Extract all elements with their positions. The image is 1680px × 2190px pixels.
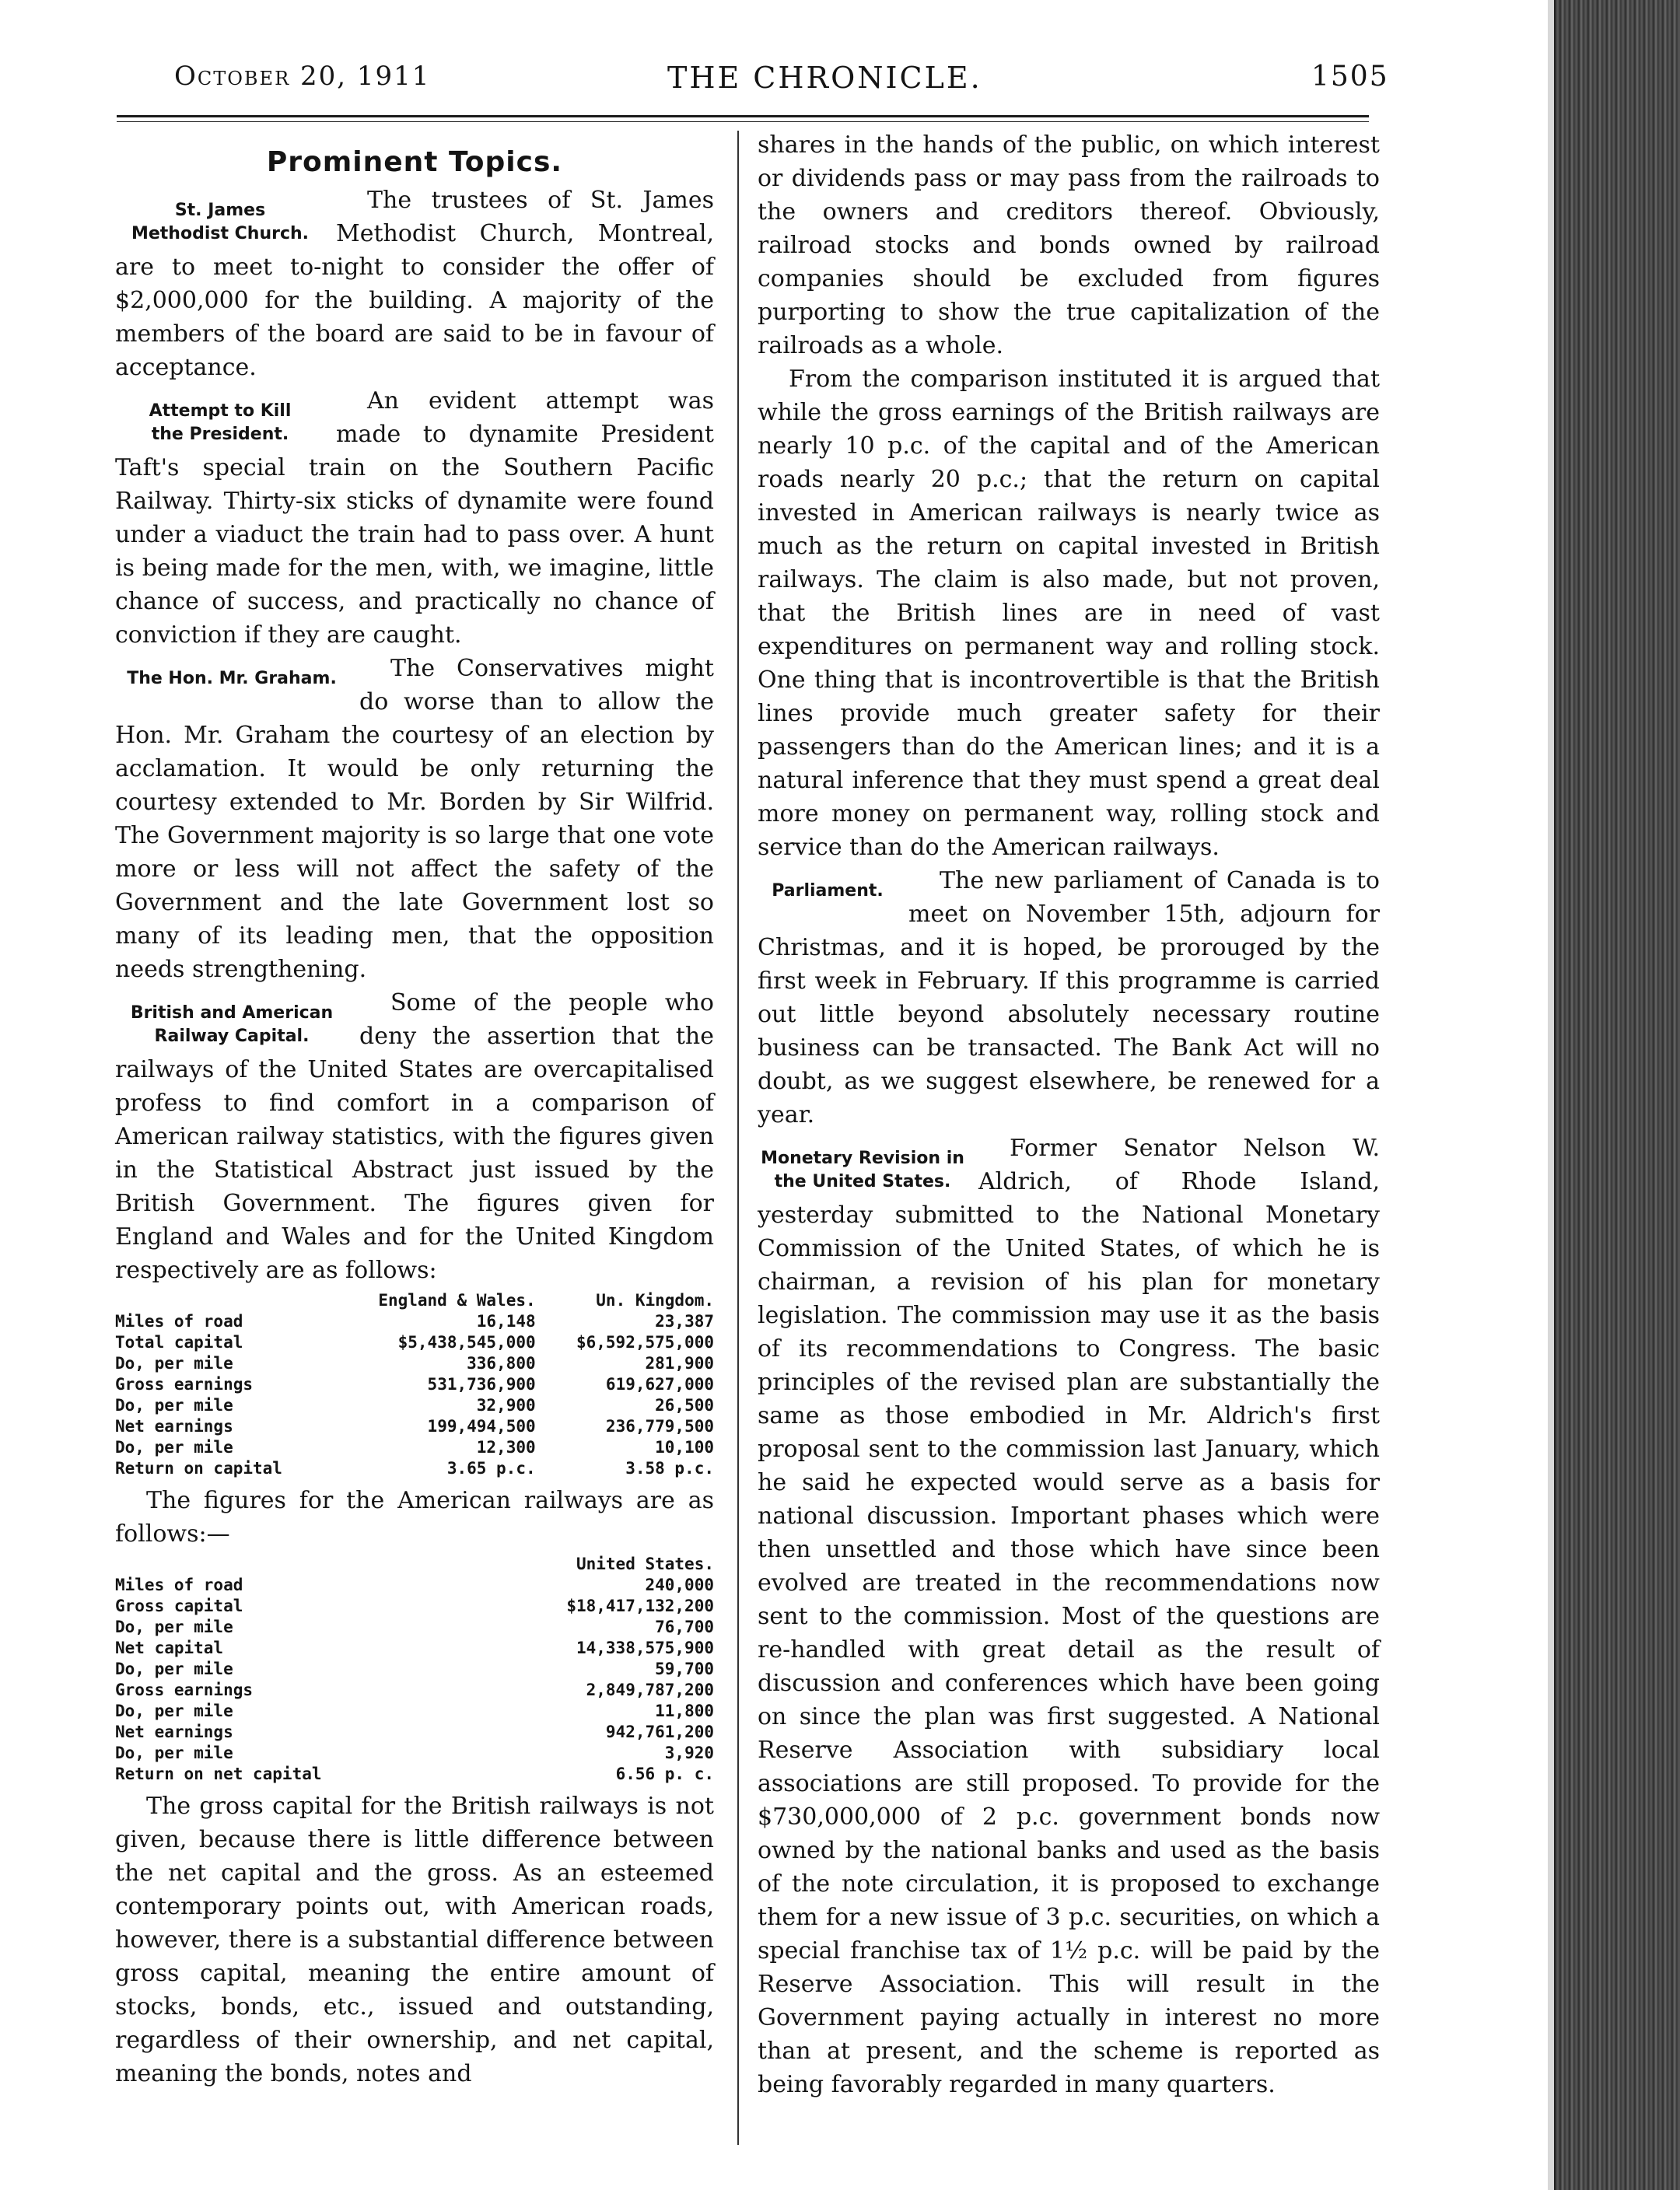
article-text: Some of the people who deny the assertion that the railways of the United States are overcapitalised profess to find comfort in a comparison of American railway statistics, with the figures given in the Statistical Abstract just issued by the British Government. The figures given for England and Wales and for the United Kingdom respectively are as follows: — [115, 989, 714, 1284]
header-rule-thin — [117, 121, 1369, 122]
right-column — [758, 128, 1380, 2101]
side-heading-line: Methodist Church. — [131, 224, 310, 243]
article-text: Former Senator Nelson W. Aldrich, of Rhode Island, yesterday submitted to the National Monetary Commission of the United States, of which he is chairman, a revision of his plan for monetary legislation. The commission may use it as the basis of its recommendations to Congress. The basic principles of the revised plan are substantially the same as those embodied in Mr. Aldrich's first proposal sent to the commission last January, which he said he expected would serve as a basis for national discussion. Important phases which were then unsettled and those which have since been evolved are treated in the recommendations now sent to the commission. Most of the questions are re-handled with great detail as the result of discussion and conferences which have been going on since the plan was first suggested. A National Reserve Association with subsidiary local associations are still proposed. To provide for the $730,000,000 of 2 p.c. government bonds now owned by the national banks and used as the basis of the note circulation, it is proposed to exchange them for a new issue of 3 p.c. securities, on which a special franchise tax of 1½ p.c. will be paid by the Reserve Association. This will result in the Government paying actually in interest no more than at present, and the scheme is reported as being favorably regarded in many quarters. — [758, 1135, 1380, 2098]
article-text: The new parliament of Canada is to meet on November 15th, adjourn for Christmas, and it is hoped, be prorouged by the first week in February. If this programme is carried out little beyond absolutely necessary routine business can be transacted. The Bank Act will no doubt, as we suggest elsewhere, be renewed for a year. — [758, 867, 1380, 1128]
side-heading-line: The Hon. Mr. Graham. — [127, 669, 337, 688]
cell-united-states: 3,920 — [664, 1744, 714, 1762]
table-row — [115, 1638, 714, 1659]
table-row — [115, 1311, 714, 1332]
side-heading-line: Parliament. — [772, 881, 884, 901]
cell-united-kingdom: 10,100 — [655, 1438, 714, 1457]
cell-england-wales: 16,148 — [476, 1312, 536, 1331]
row-label: Return on net capital — [115, 1765, 322, 1783]
article-text: From the comparison instituted it is argued that while the gross earnings of the British railways are nearly 10 p.c. of the capital and of the American roads nearly 20 p.c.; that the return on capital invested in American railways is nearly twice as much as the return on capital invested in British railways. The claim is also made, but not proven, that the British lines are in need of vast expenditures on permanent way and rolling stock. One thing that is incontrovertible is that the British lines provide much greater safety for their passengers than do the American lines; and it is a natural inference that they must spend a great deal more money on permanent way, rolling stock and service than do the American railways. — [758, 366, 1380, 861]
article-taft — [115, 384, 714, 652]
running-header-title: THE CHRONICLE. — [667, 61, 982, 95]
cell-united-states: $18,417,132,200 — [566, 1597, 714, 1615]
us-railway-table — [115, 1554, 714, 1785]
row-label: Do, per mile — [115, 1660, 233, 1678]
column-divider — [737, 131, 739, 2145]
row-label: Net earnings — [115, 1417, 233, 1436]
cell-united-kingdom: 26,500 — [655, 1396, 714, 1415]
row-label: Total capital — [115, 1333, 243, 1352]
table-row — [115, 1659, 714, 1680]
cell-england-wales: 12,300 — [476, 1438, 536, 1457]
article-text: An evident attempt was made to dynamite President Taft's special train on the Southern Pacific Railway. Thirty-six sticks of dynamite were found under a viaduct the train had to pass over. A hunt is being made for the men, with, we imagine, little chance of success, and practically no chance of conviction if they are caught. — [115, 387, 714, 649]
table-row — [115, 1353, 714, 1374]
cell-united-states: 76,700 — [655, 1618, 714, 1636]
article-text: The gross capital for the British railways is not given, because there is little difference between the net capital and the gross. As an esteemed contemporary points out, with American roads, however, there is a substantial difference between gross capital, meaning the entire amount of stocks, bonds, etc., issued and outstanding, regardless of their ownership, and net capital, meaning the bonds, notes and — [115, 1793, 714, 2087]
article-monetary-revision — [758, 1132, 1380, 2101]
row-label: Do, per mile — [115, 1396, 233, 1415]
cell-england-wales: $5,438,545,000 — [397, 1333, 536, 1352]
side-heading-line: St. James — [174, 201, 266, 220]
row-label: Do, per mile — [115, 1438, 233, 1457]
book-edge — [1554, 0, 1680, 2190]
row-label: Gross earnings — [115, 1681, 254, 1699]
column-header: England & Wales. — [378, 1291, 536, 1310]
row-label: Gross capital — [115, 1597, 243, 1615]
side-heading-line: British and American — [130, 1003, 334, 1023]
article-text: The Conservatives might do worse than to allow the Hon. Mr. Graham the courtesy of an election by acclamation. It would be only returning the courtesy extended to Mr. Borden by Sir Wilfrid. The Government majority is so large that one vote more or less will not affect the safety of the Government and the late Government lost so many of its leading men, that the opposition needs strengthening. — [115, 655, 714, 983]
cell-united-states: 11,800 — [655, 1702, 714, 1720]
side-heading — [115, 667, 348, 691]
section-heading: Prominent Topics. — [266, 146, 563, 178]
table-row — [115, 1596, 714, 1617]
side-heading — [115, 199, 325, 246]
table-row — [115, 1680, 714, 1701]
row-label: Net earnings — [115, 1723, 233, 1741]
left-column — [115, 128, 714, 2090]
article-st-james — [115, 184, 714, 384]
row-label: Do, per mile — [115, 1618, 233, 1636]
table-row — [115, 1395, 714, 1416]
side-heading-line: the United States. — [774, 1172, 951, 1191]
row-label: Do, per mile — [115, 1702, 233, 1720]
cell-united-states: 6.56 p. c. — [615, 1765, 714, 1783]
table-row — [115, 1437, 714, 1458]
table-row — [115, 1617, 714, 1638]
cell-england-wales: 531,736,900 — [427, 1375, 536, 1394]
table-row — [115, 1458, 714, 1479]
article-parliament — [758, 864, 1380, 1132]
row-label: Net capital — [115, 1639, 224, 1657]
side-heading-line: Railway Capital. — [154, 1027, 310, 1046]
table-row — [115, 1743, 714, 1764]
running-header-date: October 20, 1911 — [174, 61, 431, 92]
row-label: Miles of road — [115, 1576, 243, 1594]
side-heading — [115, 400, 325, 446]
page-number: 1505 — [1311, 61, 1389, 93]
cell-united-kingdom: $6,592,575,000 — [576, 1333, 714, 1352]
cell-united-kingdom: 236,779,500 — [605, 1417, 714, 1436]
column-header: United States. — [576, 1555, 714, 1573]
row-label: Gross earnings — [115, 1375, 254, 1394]
cell-united-states: 240,000 — [645, 1576, 714, 1594]
article-text: The trustees of St. James Methodist Church, Montreal, are to meet to-night to consider the offer of $2,000,000 for the building. A majority of the members of the board are said to be in favour of acceptance. — [115, 187, 714, 381]
header-rule-thick — [117, 115, 1369, 117]
article-railway-capital — [115, 986, 714, 1287]
side-heading — [758, 1147, 968, 1194]
cell-united-kingdom: 619,627,000 — [605, 1375, 714, 1394]
cell-united-kingdom: 23,387 — [655, 1312, 714, 1331]
table-row — [115, 1374, 714, 1395]
article-text-continued: shares in the hands of the public, on which interest or dividends pass or may pass from the railroads to the owners and creditors thereof. Obviously, railroad stocks and bonds owned by railroad companies should be excluded from figures purporting to show the true capitalization of the railroads as a whole. — [758, 131, 1380, 359]
article-graham — [115, 652, 714, 986]
side-heading-line: Attempt to Kill — [149, 401, 292, 421]
row-label: Return on capital — [115, 1459, 282, 1478]
table-header-row — [115, 1554, 714, 1575]
table-header-row — [115, 1290, 714, 1311]
table-row — [115, 1332, 714, 1353]
table-row — [115, 1416, 714, 1437]
us-intro: The figures for the American railways are as follows:— — [115, 1487, 714, 1548]
row-label: Do, per mile — [115, 1354, 233, 1373]
table-row — [115, 1575, 714, 1596]
table-row — [115, 1722, 714, 1743]
cell-england-wales: 3.65 p.c. — [446, 1459, 536, 1478]
uk-railway-table — [115, 1290, 714, 1479]
cell-england-wales: 32,900 — [476, 1396, 536, 1415]
cell-united-states: 14,338,575,900 — [576, 1639, 714, 1657]
cell-united-states: 2,849,787,200 — [586, 1681, 714, 1699]
table-row — [115, 1764, 714, 1785]
cell-england-wales: 199,494,500 — [427, 1417, 536, 1436]
row-label: Miles of road — [115, 1312, 243, 1331]
cell-england-wales: 336,800 — [467, 1354, 536, 1373]
cell-united-states: 59,700 — [655, 1660, 714, 1678]
table-row — [115, 1701, 714, 1722]
cell-united-states: 942,761,200 — [605, 1723, 714, 1741]
side-heading-line: Monetary Revision in — [761, 1149, 964, 1168]
side-heading-line: the President. — [151, 425, 289, 444]
row-label: Do, per mile — [115, 1744, 233, 1762]
cell-united-kingdom: 3.58 p.c. — [625, 1459, 714, 1478]
side-heading — [115, 1002, 348, 1048]
column-header: Un. Kingdom. — [596, 1291, 714, 1310]
side-heading — [758, 880, 898, 903]
cell-united-kingdom: 281,900 — [645, 1354, 714, 1373]
